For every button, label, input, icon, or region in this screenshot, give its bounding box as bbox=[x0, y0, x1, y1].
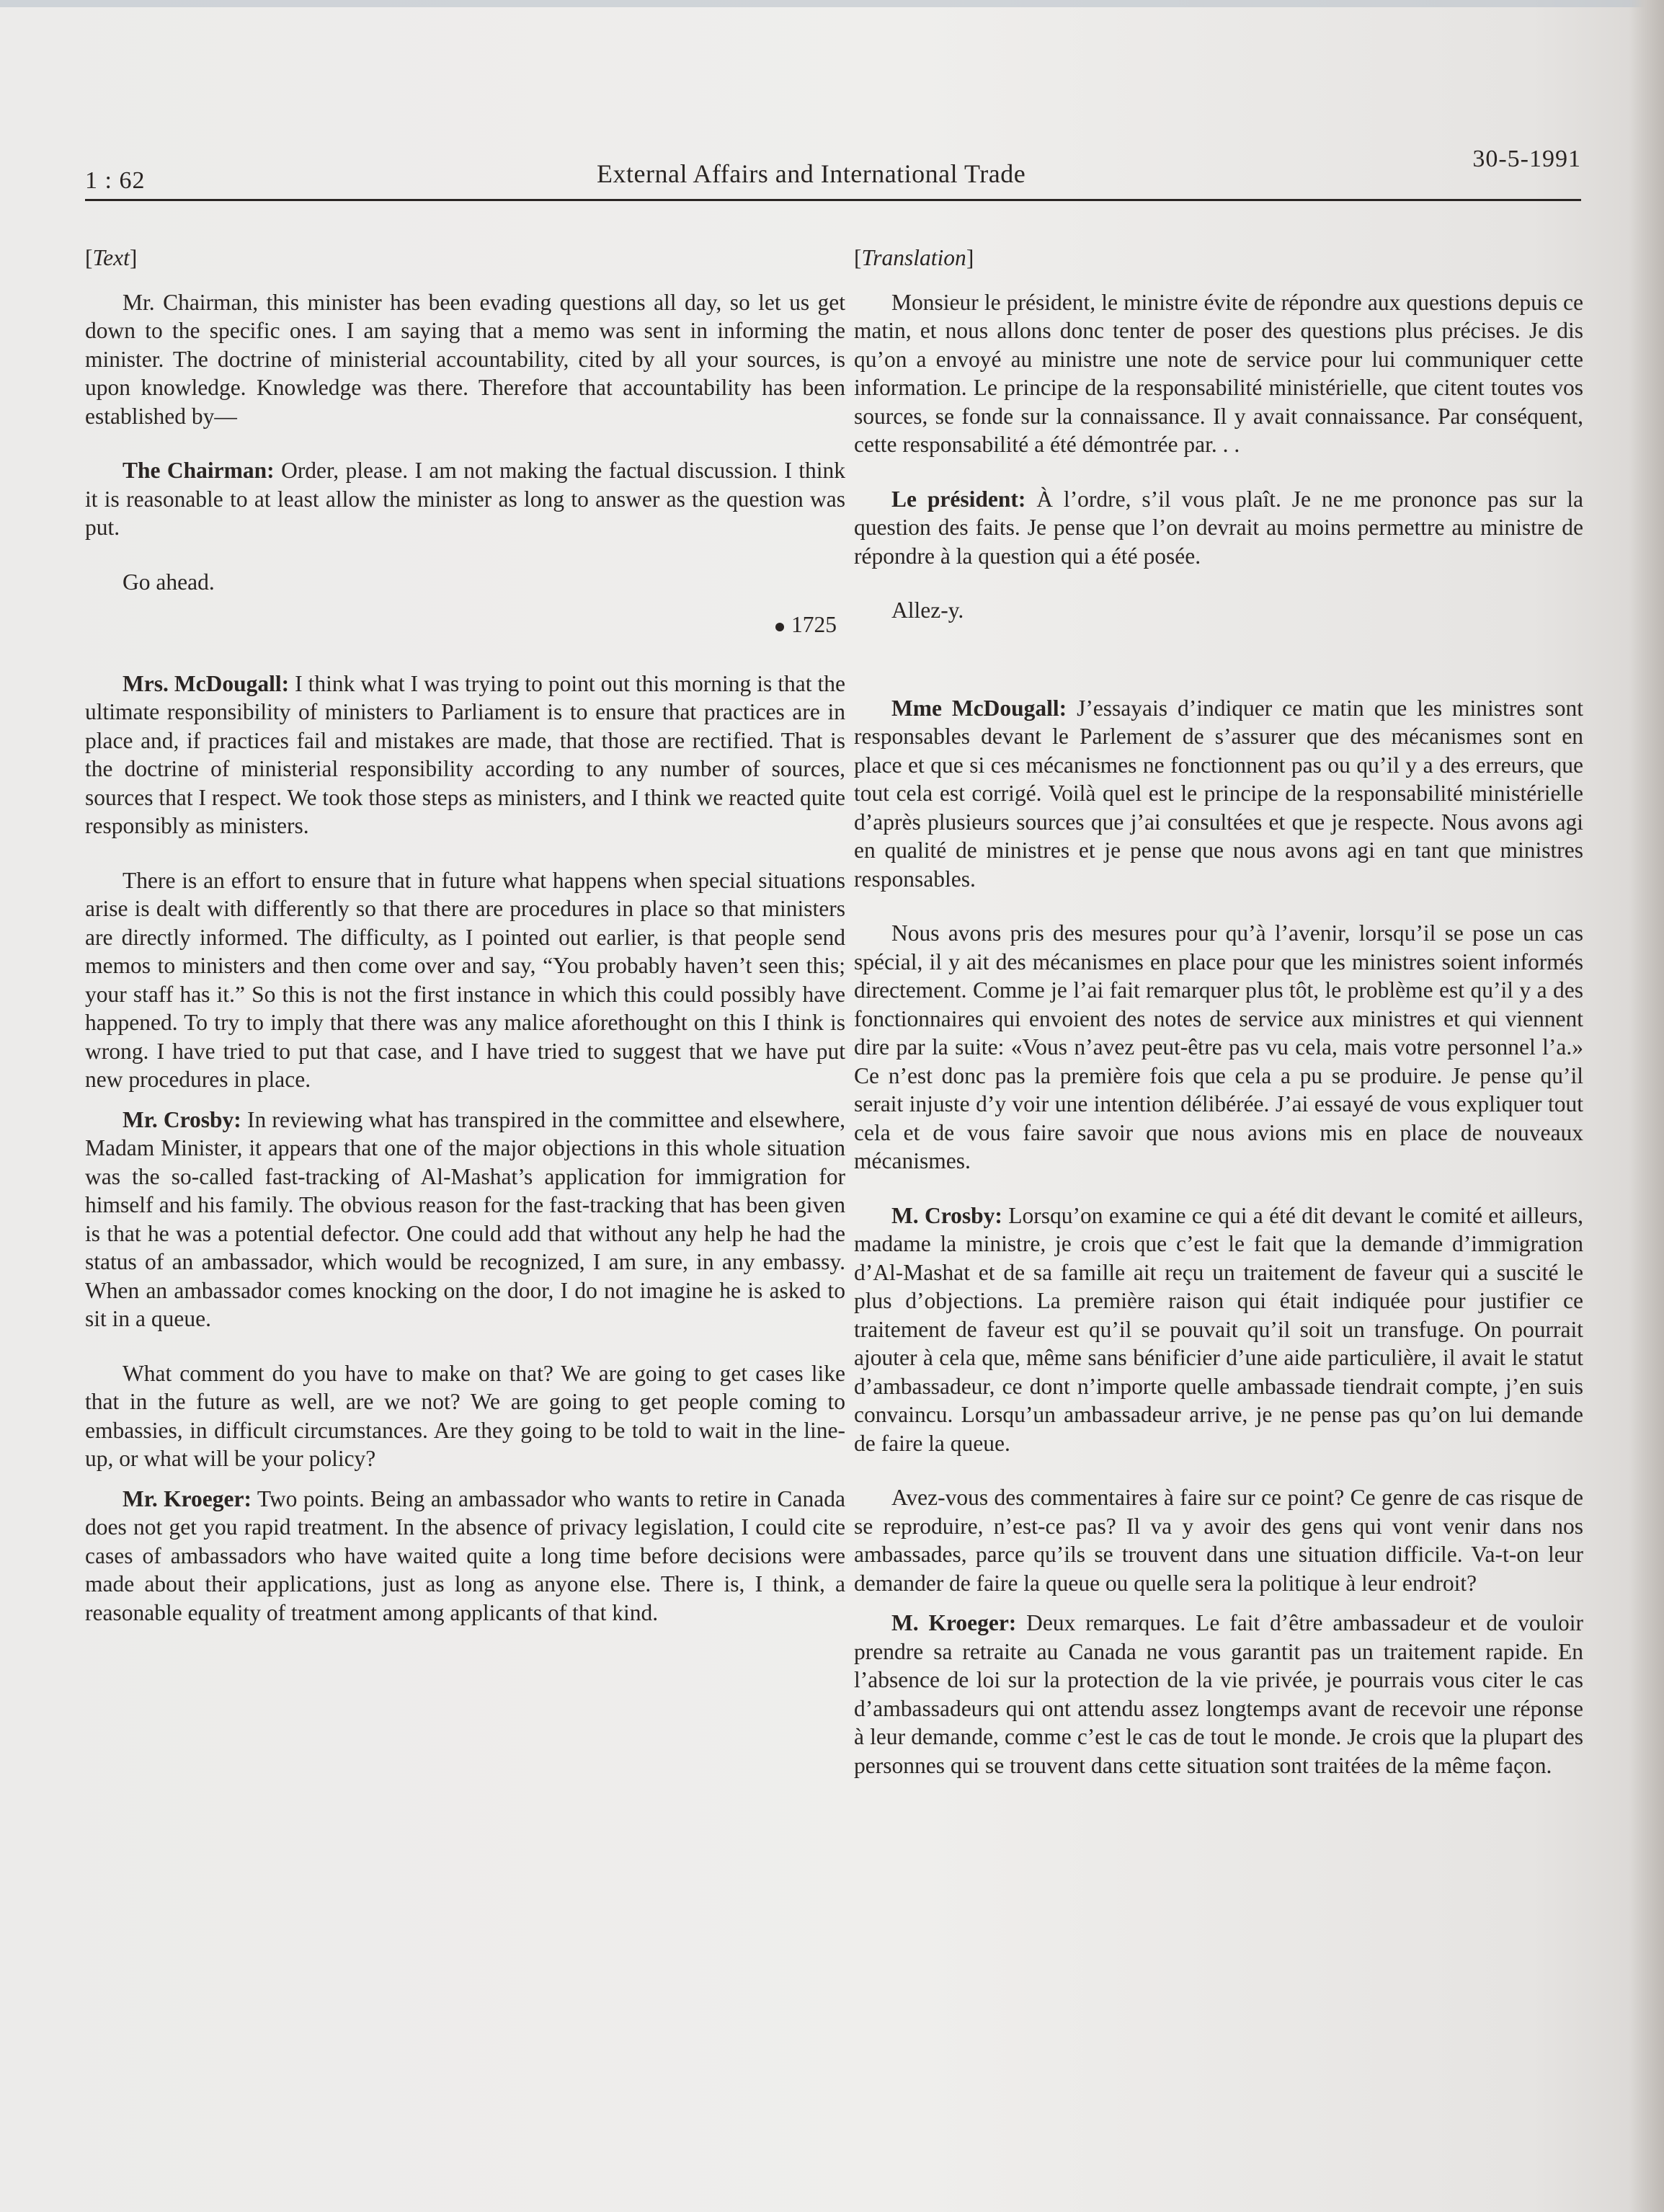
bullet-icon bbox=[775, 623, 784, 631]
speaker-name: M. Kroeger: bbox=[891, 1610, 1017, 1635]
time-marker bbox=[85, 610, 837, 639]
paragraph: Allez-y. bbox=[891, 598, 964, 623]
page-binding-shadow bbox=[1629, 0, 1664, 2212]
running-header bbox=[85, 146, 1581, 203]
speaker-name: Mrs. McDougall: bbox=[123, 670, 290, 696]
paragraph: There is an effort to ensure that in future what happens when special situations arise is dealt with differently so that there are procedures in place so that ministers are directly informed. The difficulty, as I pointed out earlier, is that people send memos to ministers and then come over and say, “You probably haven’t seen this; your staff has it.” So this is not the first instance in which this could possibly have happened. To try to imply that there was any malice aforethought on this I think is wrong. I have tried to put that case, and I have tried to suggest that we have put new procedures in place. bbox=[85, 867, 845, 1092]
time-value: 1725 bbox=[791, 612, 837, 637]
speech-text: In reviewing what has transpired in the committee and elsewhere, Madam Minister, it appears that one of the major objections in this whole situation was the so-called fast-tracking of Al-Mashat’s application for immigration for himself and his family. The obvious reason for the fast-tracking that has been given is that he was a potential defector. One could add that without any help he had the status of an ambassador, which would be recognized, I am sure, in any embassy. When an ambassador comes knocking on the door, I do not imagine he is asked to sit in a queue. bbox=[85, 1106, 846, 1331]
header-title: External Affairs and International Trade bbox=[597, 159, 1026, 188]
header-date: 30-5-1991 bbox=[1472, 146, 1581, 172]
scan-top-edge bbox=[0, 0, 1664, 7]
paragraph: Go ahead. bbox=[123, 569, 215, 595]
speaker-name: Mme McDougall: bbox=[891, 695, 1067, 721]
speaker-name: M. Crosby: bbox=[891, 1202, 1002, 1228]
english-column bbox=[85, 244, 845, 1627]
paragraph bbox=[854, 485, 1583, 571]
speech-text: Order, please. I am not making the factual discussion. I think it is reasonable to at least allow the minister as long to answer as the question was put. bbox=[85, 458, 845, 540]
paragraph bbox=[85, 456, 845, 542]
speaker-name: Le président: bbox=[891, 486, 1026, 512]
speaker-name: Mr. Crosby: bbox=[123, 1106, 241, 1132]
paragraph bbox=[854, 1202, 1583, 1458]
text-tag: [Text] bbox=[85, 245, 138, 270]
page-number: 1 : 62 bbox=[85, 167, 146, 194]
paragraph: What comment do you have to make on that? We are going to get cases like that in the future as well, are we not? We are going to get people coming to embassies, in difficult circumstances. Are they going to be told to wait in the line-up, or what will be your policy? bbox=[85, 1360, 845, 1471]
paragraph: Monsieur le président, le ministre évite de répondre aux questions depuis ce matin, et nous allons donc tenter de poser des questions plus précises. Je dis qu’on a envoyé au ministre une note de service pour lui communiquer cette information. Le principe de la responsabilité ministérielle, que citent toutes vos sources, se fonde sur la connaissance. Il y avait connaissance. Par conséquent, cette responsabilité a été démontrée par. . . bbox=[854, 289, 1583, 457]
paragraph bbox=[85, 670, 845, 840]
speech-text: J’essayais d’indiquer ce matin que les ministres sont responsables devant le Parlement de s’assurer que des mécanismes sont en place et que si ces mécanismes ne fonctionnent pas ou qu’il y a des erreurs, que tout cela est corrigé. Voilà quel est le principe de la responsabilité ministérielle d’après plusieurs sources que j’ai consultées et que je respecte. Nous avons agi en qualité de ministres et je pense que nous avons agi en tant que ministres responsables. bbox=[854, 695, 1583, 892]
speaker-name: The Chairman: bbox=[123, 458, 275, 483]
speech-text: Two points. Being an ambassador who wants to retire in Canada does not get you rapid treatment. In the absence of privacy legislation, I could cite cases of ambassadors who have waited quite a long time before decisions were made about their applications, just as long as anyone else. There is, I think, a reasonable equality of treatment among applicants of that kind. bbox=[85, 1485, 845, 1625]
paragraph bbox=[85, 1106, 845, 1333]
speech-text: Deux remarques. Le fait d’être ambassadeur et de vouloir prendre sa retraite au Canada ne vous garantit pas un traitement rapide. En l’absence de loi sur la protection de la vie privée, je pourrais vous citer le cas d’ambassadeurs qui ont attendu assez longtemps avant de recevoir une réponse à leur demande, comme c’est le cas de tout le monde. Je crois que la plupart des personnes qui se trouvent dans cette situation sont traitées de la même façon. bbox=[854, 1610, 1583, 1778]
paragraph bbox=[854, 1609, 1583, 1780]
paragraph: Nous avons pris des mesures pour qu’à l’avenir, lorsqu’il se pose un cas spécial, il y ait des mécanismes en place pour que les ministres soient informés directement. Comme je l’ai fait remarquer plus tôt, le problème est qu’il y a des fonctionnaires qui envoient des notes de service aux ministres et qui viennent dire par la suite: «Vous n’avez peut-être pas vu cela, mais votre personnel l’a.» Ce n’est donc pas la première fois que cela a pu se produire. Je pense qu’il serait injuste d’y voir une intention délibérée. J’ai essayé de vous expliquer tout cela et de vous faire savoir que nous avions mis en place de nouveaux mécanismes. bbox=[854, 920, 1583, 1173]
paragraph: Mr. Chairman, this minister has been evading questions all day, so let us get down to the specific ones. I am saying that a memo was sent in informing the minister. The doctrine of ministerial accountability, cited by all your sources, is upon knowledge. Knowledge was there. Therefore that accountability has been established by— bbox=[85, 289, 845, 429]
french-column bbox=[854, 244, 1583, 1780]
speech-text: Lorsqu’on examine ce qui a été dit devant le comité et ailleurs, madame la ministre, je crois que c’est le fait que la demande d’immigration d’Al-Mashat et de sa famille ait reçu un traitement de faveur qui a suscité le plus d’objections. La première raison qui était indiquée pour justifier ce traitement de faveur est qu’il se pouvait qu’il soit un transfuge. On pourrait ajouter à cela que, même sans bénificier d’une aide particulière, il avait le statut d’ambassadeur, ce dont n’importe quelle ambassade tiendrait compte, j’en suis convaincu. Lorsqu’un ambassadeur arrive, je ne pense pas qu’on lui demande de faire la queue. bbox=[854, 1202, 1583, 1456]
speech-text: I think what I was trying to point out this morning is that the ultimate responsibility of ministers to Parliament is to ensure that practices are in place and, if practices fail and mistakes are made, that those are rectified. That is the doctrine of ministerial responsibility according to any number of sources, sources that I respect. We took those steps as ministers, and I think we reacted quite responsibly as ministers. bbox=[85, 670, 845, 838]
paragraph bbox=[854, 694, 1583, 894]
paragraph bbox=[85, 1485, 845, 1627]
speech-text: À l’ordre, s’il vous plaît. Je ne me prononce pas sur la question des faits. Je pense que l’on devrait au moins permettre au ministre de répondre à la question qui a été posée. bbox=[854, 486, 1584, 569]
header-rule bbox=[85, 199, 1581, 201]
speaker-name: Mr. Kroeger: bbox=[123, 1485, 252, 1511]
text-tag-label: Text bbox=[92, 245, 130, 270]
translation-tag: [Translation] bbox=[854, 245, 974, 270]
paragraph: Avez-vous des commentaires à faire sur ce point? Ce genre de cas risque de se reproduire, n’est-ce pas? Il va y avoir des gens qui vont venir dans nos ambassades, parce qu’ils se trouvent dans une situation difficile. Va-t-on leur demander de faire la queue ou quelle sera la politique à leur endroit? bbox=[854, 1485, 1583, 1596]
translation-tag-label: Translation bbox=[861, 245, 966, 270]
